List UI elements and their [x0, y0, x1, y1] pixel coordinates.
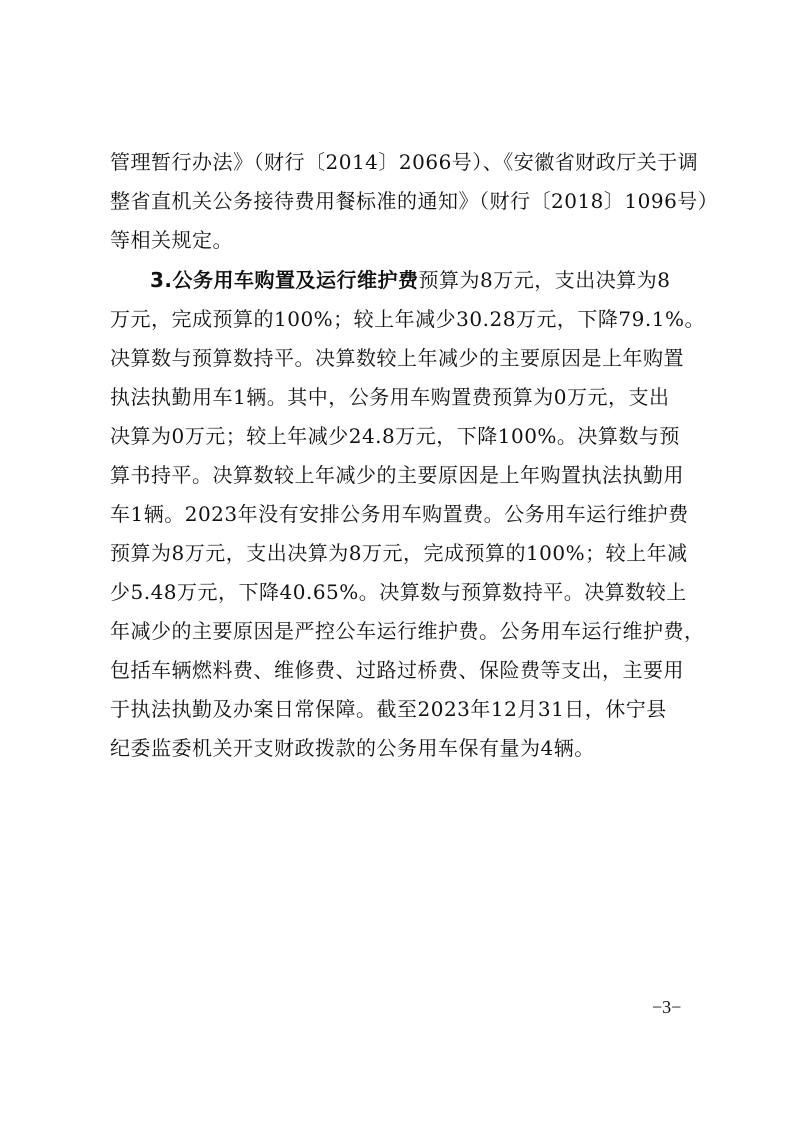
- body-line-13: 年减少的主要原因是严控公车运行维护费。公务用车运行维护费，: [110, 619, 705, 643]
- section-first-line-rest: 预算为8万元，支出决算为8: [418, 268, 671, 292]
- body-line-8: 决算为0万元；较上年减少24.8万元，下降100%。决算数与预: [110, 424, 680, 448]
- body-line-14: 包括车辆燃料费、维修费、过路过桥费、保险费等支出，主要用: [110, 658, 684, 682]
- body-line-1: 管理暂行办法》（财行〔2014〕2066号）、《安徽省财政厅关于调: [110, 150, 699, 174]
- body-line-6: 决算数与预算数持平。决算数较上年减少的主要原因是上年购置: [110, 346, 684, 370]
- body-line-9: 算书持平。决算数较上年减少的主要原因是上年购置执法执勤用: [110, 463, 684, 487]
- section-heading: 3.公务用车购置及运行维护费: [150, 268, 419, 292]
- body-line-5: 万元，完成预算的100%；较上年减少30.28万元，下降79.1%。: [110, 307, 705, 331]
- section-first-line: [150, 267, 730, 293]
- page-number: −3−: [652, 997, 682, 1017]
- body-line-2: 整省直机关公务接待费用餐标准的通知》（财行〔2018〕1096号）: [110, 189, 719, 213]
- body-line-3: 等相关规定。: [110, 228, 233, 252]
- body-line-16: 纪委监委机关开支财政拨款的公务用车保有量为4辆。: [110, 736, 595, 760]
- body-line-11: 预算为8万元，支出决算为8万元，完成预算的100%；较上年减: [110, 541, 688, 565]
- body-line-12: 少5.48万元，下降40.65%。决算数与预算数持平。决算数较上: [110, 580, 687, 604]
- body-line-15: 于执法执勤及办案日常保障。截至2023年12月31日，休宁县: [110, 697, 667, 721]
- body-line-7: 执法执勤用车1辆。其中，公务用车购置费预算为0万元，支出: [110, 385, 670, 409]
- body-line-10: 车1辆。2023年没有安排公务用车购置费。公务用车运行维护费: [110, 502, 689, 526]
